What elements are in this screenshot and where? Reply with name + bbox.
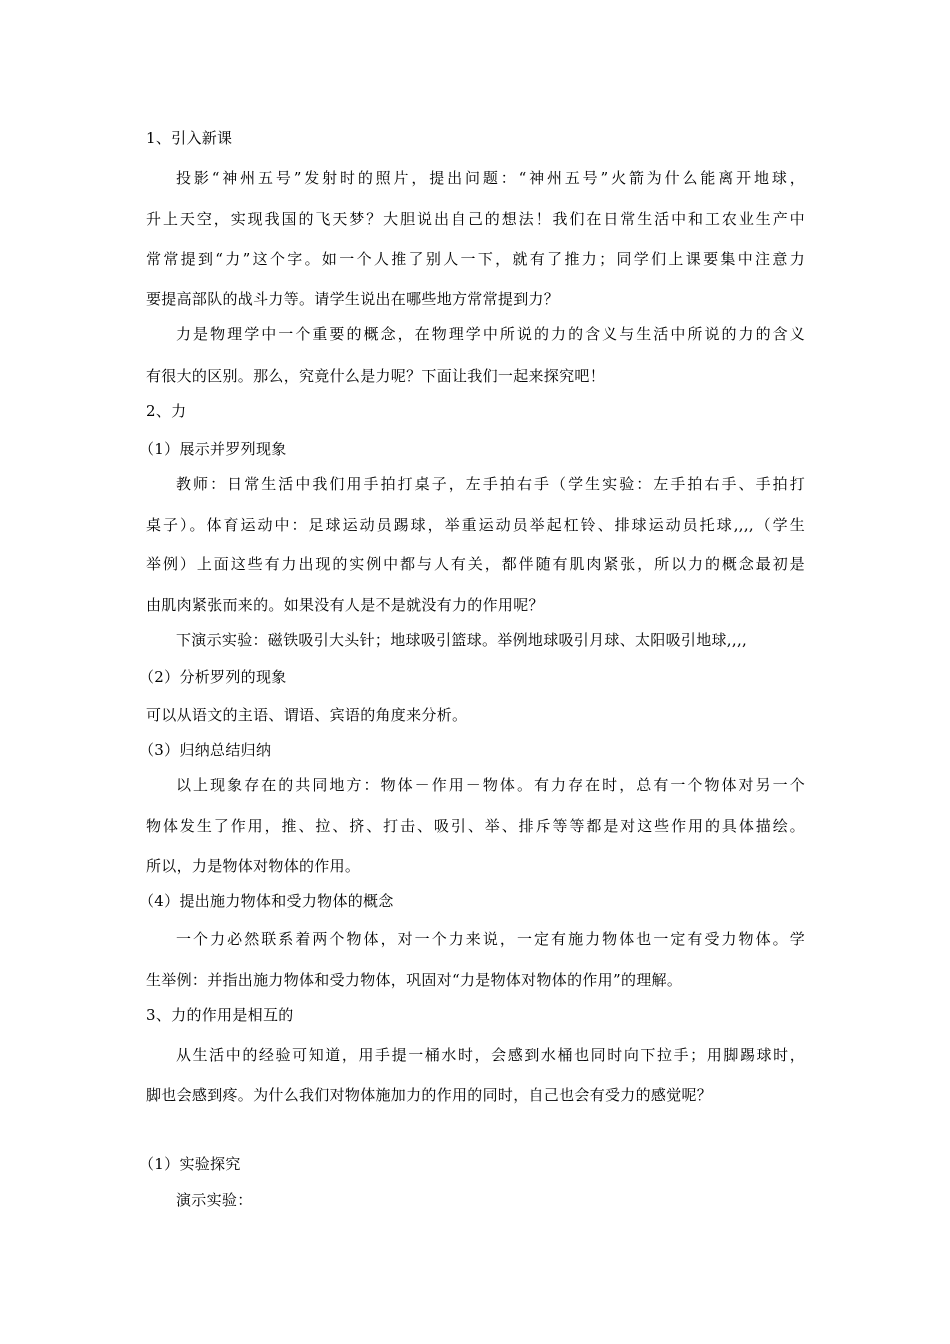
subsection-heading: （1）展示并罗列现象	[139, 440, 287, 458]
paragraph-line: 从生活中的经验可知道，用手提一桶水时，会感到水桶也同时向下拉手；用脚踢球时，	[176, 1046, 805, 1064]
paragraph-line: 力是物理学中一个重要的概念，在物理学中所说的力的含义与生活中所说的力的含义	[176, 325, 805, 343]
paragraph-line: 演示实验：	[176, 1191, 253, 1209]
paragraph-line: 由肌肉紧张而来的。如果没有人是不是就没有力的作用呢？	[146, 596, 544, 614]
paragraph-line: 举例）上面这些有力出现的实例中都与人有关，都伴随有肌肉紧张，所以力的概念最初是	[146, 555, 805, 573]
subsection-heading: （1）实验探究	[139, 1155, 241, 1173]
paragraph-line: 投影“神州五号”发射时的照片，提出问题：“神州五号”火箭为什么能离开地球，	[176, 169, 805, 187]
paragraph-line: 桌子）。体育运动中：足球运动员踢球，举重运动员举起杠铃、排球运动员托球,,,,（学生	[146, 516, 805, 534]
subsection-heading: （4）提出施力物体和受力物体的概念	[139, 892, 394, 910]
section-heading-interaction: 3、力的作用是相互的	[146, 1006, 294, 1024]
paragraph-line: 下演示实验：磁铁吸引大头针；地球吸引篮球。举例地球吸引月球、太阳吸引地球,,,,	[176, 631, 748, 649]
paragraph-line: 一个力必然联系着两个物体，对一个力来说，一定有施力物体也一定有受力物体。学	[176, 930, 805, 948]
paragraph-line: 生举例：并指出施力物体和受力物体，巩固对“力是物体对物体的作用”的理解。	[146, 971, 683, 989]
paragraph-line: 脚也会感到疼。为什么我们对物体施加力的作用的同时，自己也会有受力的感觉呢？	[146, 1086, 713, 1104]
paragraph-line: 要提高部队的战斗力等。请学生说出在哪些地方常常提到力？	[146, 290, 560, 308]
paragraph-line: 以上现象存在的共同地方：物体－作用－物体。有力存在时，总有一个物体对另一个	[176, 776, 805, 794]
paragraph-line: 教师：日常生活中我们用手拍打桌子，左手拍右手（学生实验：左手拍右手、手拍打	[176, 475, 805, 493]
paragraph-line: 有很大的区别。那么，究竟什么是力呢？下面让我们一起来探究吧！	[146, 367, 606, 385]
paragraph-line: 所以，力是物体对物体的作用。	[146, 857, 361, 875]
paragraph-line: 常常提到“力”这个字。如一个人推了别人一下，就有了推力；同学们上课要集中注意力	[146, 250, 805, 268]
section-heading-intro: 1、引入新课	[146, 129, 233, 147]
subsection-heading: （3）归纳总结归纳	[139, 741, 272, 759]
paragraph-line: 可以从语文的主语、谓语、宾语的角度来分析。	[146, 706, 468, 724]
section-heading-force: 2、力	[146, 402, 187, 420]
subsection-heading: （2）分析罗列的现象	[139, 668, 287, 686]
paragraph-line: 升上天空，实现我国的飞天梦？大胆说出自己的想法！我们在日常生活中和工农业生产中	[146, 210, 805, 228]
paragraph-line: 物体发生了作用，推、拉、挤、打击、吸引、举、排斥等等都是对这些作用的具体描绘。	[146, 817, 805, 835]
